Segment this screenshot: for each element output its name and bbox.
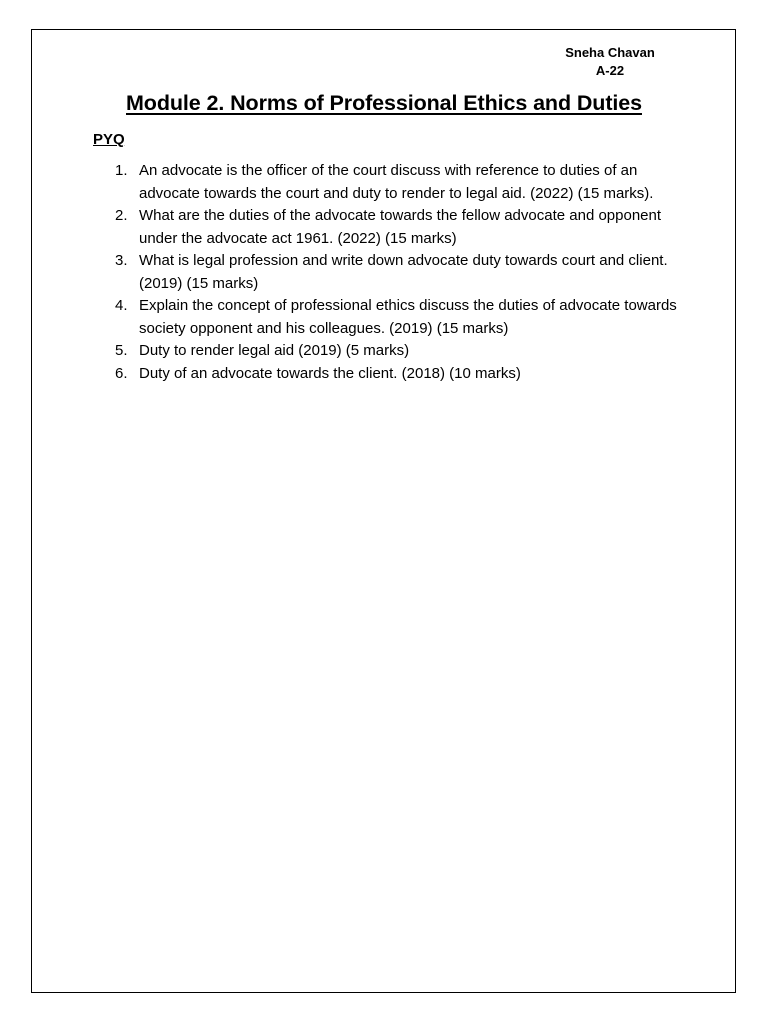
question-item-5	[112, 340, 692, 363]
question-item-1	[112, 160, 692, 205]
question-text: An advocate is the officer of the court discuss with reference to duties of an advocate towards the court and duty to render to legal aid. (2022) (15 marks).	[139, 162, 654, 202]
author-block	[560, 44, 660, 80]
question-number: 1.	[115, 162, 128, 179]
author-name: Sneha Chavan	[565, 45, 655, 60]
question-number: 5.	[115, 342, 128, 359]
question-number: 4.	[115, 297, 128, 314]
question-text: Duty to render legal aid (2019) (5 marks)	[139, 342, 410, 359]
page-title: Module 2. Norms of Professional Ethics and Duties	[126, 91, 642, 115]
question-item-6	[112, 363, 692, 386]
author-roll: A-22	[595, 63, 625, 78]
question-text: What is legal profession and write down advocate duty towards court and client. (2019) (15 marks)	[139, 252, 668, 292]
question-number: 6.	[115, 364, 128, 382]
question-text: What are the duties of the advocate towards the fellow advocate and opponent under the advocate act 1961. (2022) (15 marks)	[139, 207, 662, 247]
question-text: Explain the concept of professional ethics discuss the duties of advocate towards society opponent and his colleagues. (2019) (15 marks)	[139, 297, 677, 337]
question-item-2	[112, 205, 692, 250]
question-item-3	[112, 250, 692, 295]
question-number: 3.	[115, 252, 128, 269]
section-label: PYQ	[93, 131, 125, 148]
question-list	[112, 160, 692, 385]
question-item-4	[112, 295, 692, 340]
question-number: 2.	[115, 207, 128, 224]
question-text: Duty of an advocate towards the client. (2018) (10 marks)	[139, 364, 521, 382]
